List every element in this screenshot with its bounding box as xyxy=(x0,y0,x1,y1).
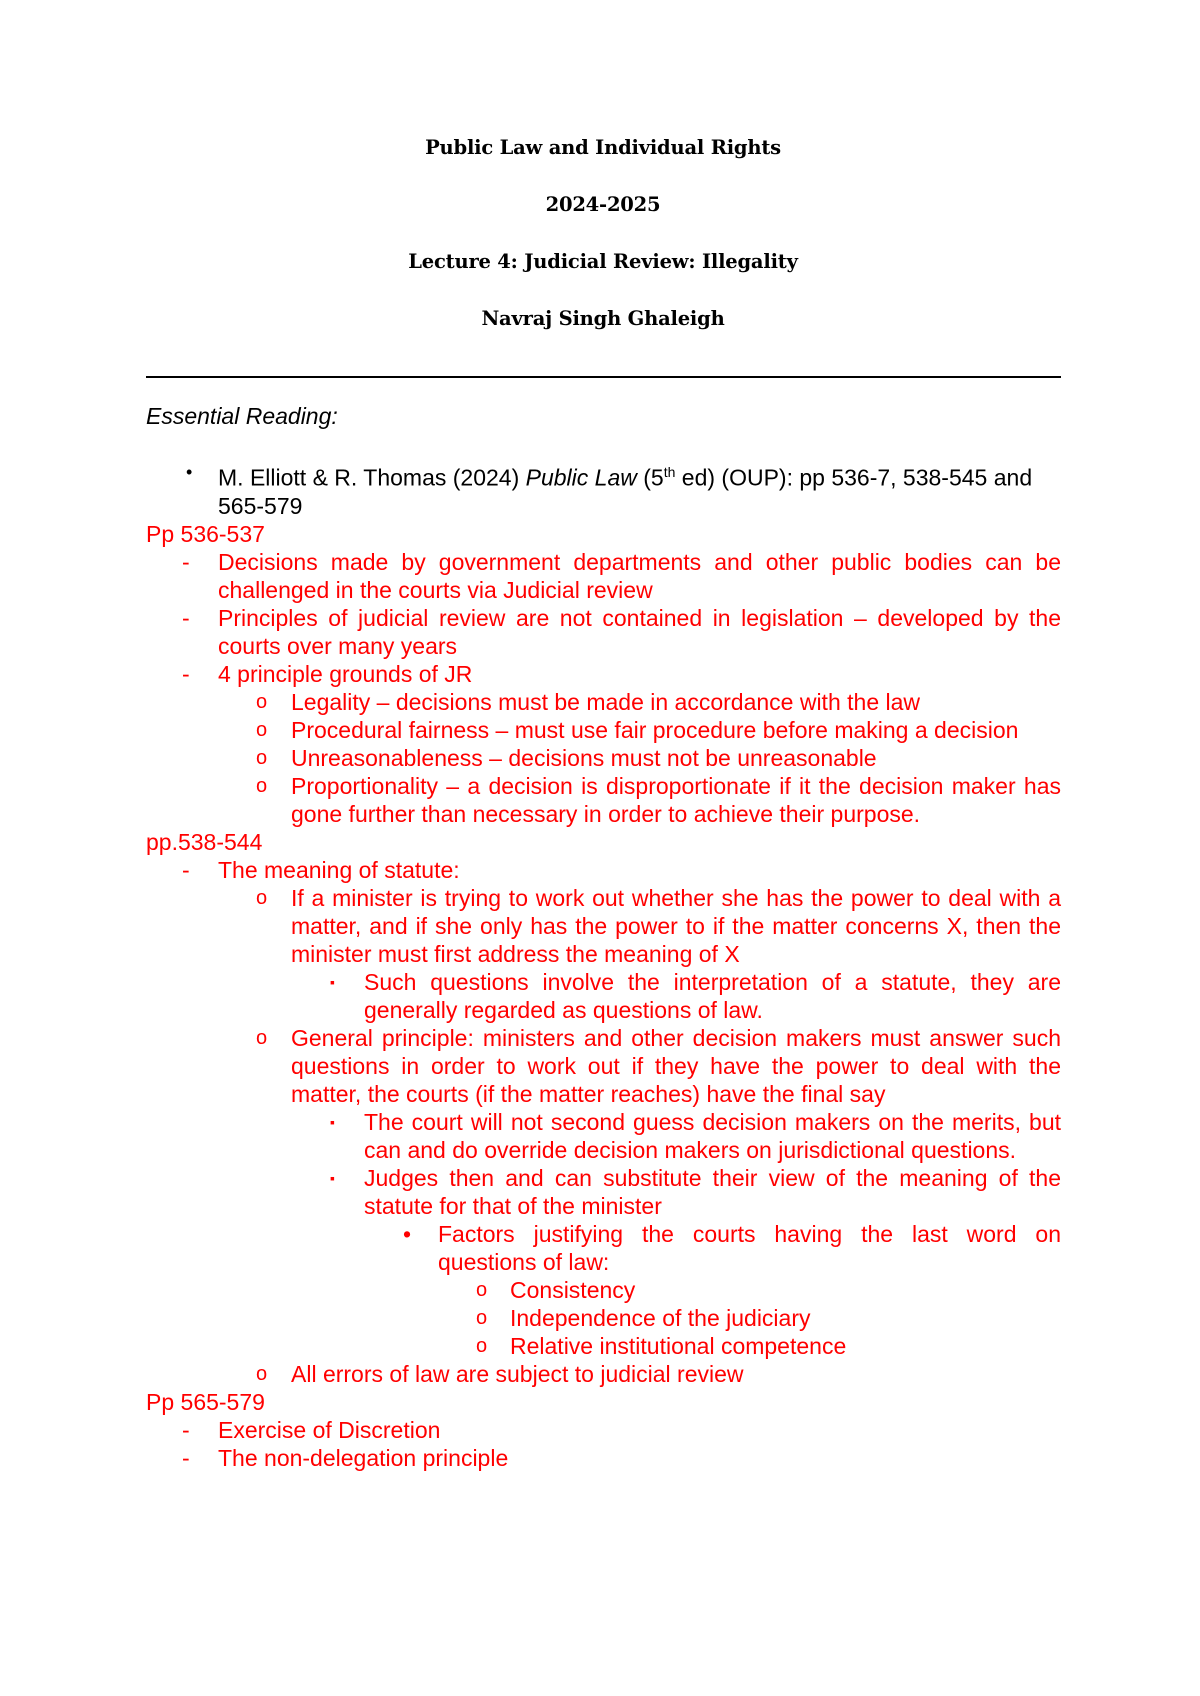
list-item: • Factors justifying the courts having the last word on questions of law: xyxy=(403,1220,1061,1275)
section-heading-538: pp.538-544 xyxy=(146,828,263,855)
list-item: o Legality – decisions must be made in accordance with the law xyxy=(256,688,921,715)
horizontal-rule xyxy=(146,376,1061,378)
bullet-marker: • xyxy=(186,462,193,482)
list-item: o If a minister is trying to work out whether she has the power to deal with a matter, and if she only has the power to if the matter concerns X, then the minister must first address the meaning of X xyxy=(256,884,1061,967)
essential-reading-label: Essential Reading: xyxy=(146,403,338,429)
list-item: o Procedural fairness – must use fair procedure before making a decision xyxy=(256,716,1019,743)
lecture-title: Lecture 4: Judicial Review: Illegality xyxy=(408,250,798,273)
list-item: o Consistency xyxy=(476,1276,636,1303)
list-item: ▪ Judges then and can substitute their view of the meaning of the statute for that of the minister xyxy=(330,1164,1061,1219)
list-item: o General principle: ministers and other decision makers must answer such questions in order to work out if they have the power to deal with the matter, the courts (if the matter reaches) have the final say xyxy=(256,1024,1061,1107)
list-item: - Principles of judicial review are not contained in legislation – developed by the courts over many years xyxy=(182,604,1061,659)
book-title: Public Law xyxy=(525,464,637,491)
list-item: - The meaning of statute: xyxy=(182,856,460,883)
list-item: o Independence of the judiciary xyxy=(476,1304,811,1331)
list-item: o All errors of law are subject to judicial review xyxy=(256,1360,744,1387)
list-item: - Decisions made by government departments and other public bodies can be challenged in the courts via Judicial review xyxy=(182,548,1061,603)
list-item: o Relative institutional competence xyxy=(476,1332,847,1359)
document-title: Public Law and Individual Rights xyxy=(425,136,781,159)
section-heading-536: Pp 536-537 xyxy=(146,520,265,547)
academic-year: 2024-2025 xyxy=(545,193,661,216)
list-item: o Proportionality – a decision is disproportionate if it the decision maker has gone further than necessary in order to achieve their purpose. xyxy=(256,772,1061,827)
list-item: ▪ The court will not second guess decision makers on the merits, but can and do override decision makers on jurisdictional questions. xyxy=(330,1108,1061,1163)
list-item: o Unreasonableness – decisions must not be unreasonable xyxy=(256,744,877,771)
notes-body xyxy=(146,402,1061,1472)
list-item: - The non-delegation principle xyxy=(182,1444,509,1471)
section-heading-565: Pp 565-579 xyxy=(146,1388,265,1415)
author-name: Navraj Singh Ghaleigh xyxy=(481,307,725,330)
list-item: ▪ Such questions involve the interpretation of a statute, they are generally regarded as questions of law. xyxy=(330,968,1061,1023)
reading-item: • M. Elliott & R. Thomas (2024) Public Law (5th ed) (OUP): pp 536-7, 538-545 and 565-579 xyxy=(146,458,1061,520)
list-item: - 4 principle grounds of JR xyxy=(182,660,473,687)
list-item: - Exercise of Discretion xyxy=(182,1416,441,1443)
